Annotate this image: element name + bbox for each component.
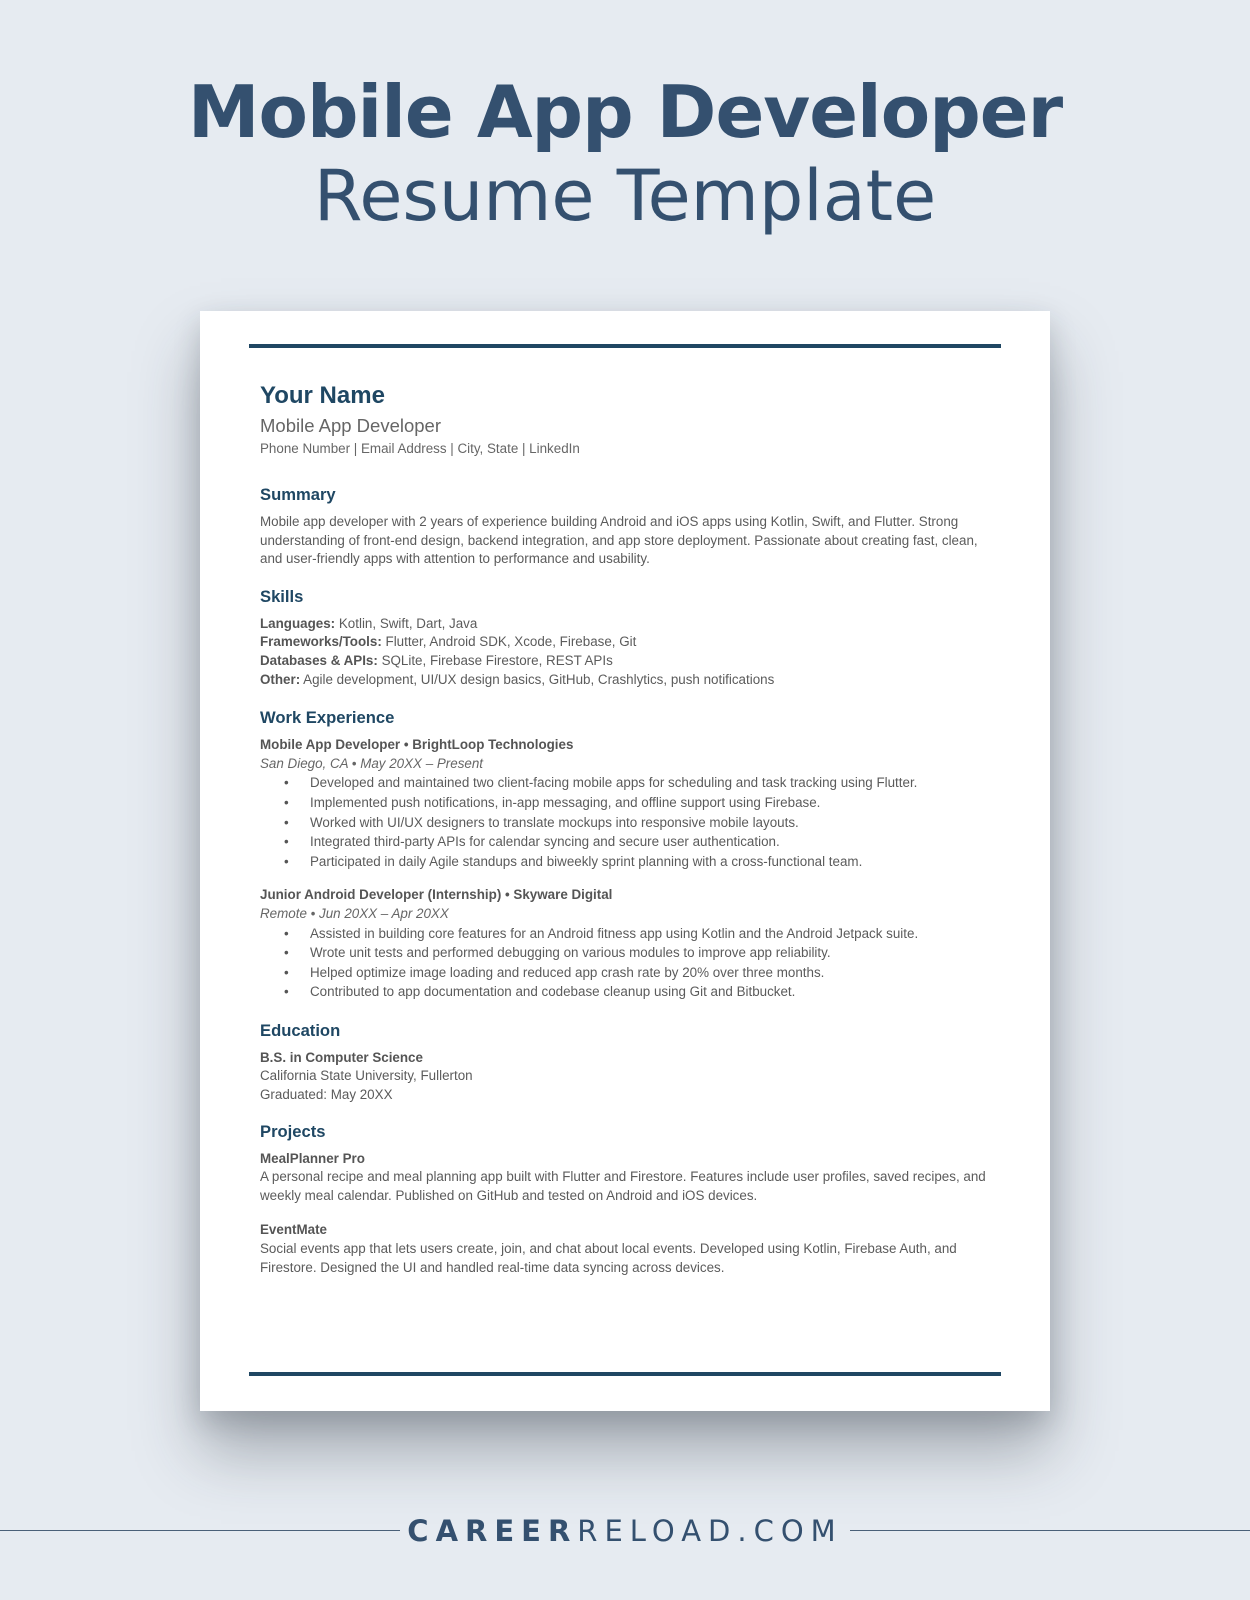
section-heading-summary: Summary bbox=[260, 485, 336, 504]
footer-brand-rest: RELOAD.COM bbox=[577, 1514, 843, 1548]
footer-brand-bold: CAREER bbox=[407, 1514, 578, 1548]
skill-row bbox=[260, 615, 990, 634]
bullet-item: • Assisted in building core features for an Android fitness app using Kotlin and the Android Jetpack suite. bbox=[310, 924, 990, 944]
resume-contact: Phone Number | Email Address | City, State | LinkedIn bbox=[260, 441, 580, 456]
project-entry bbox=[260, 1221, 990, 1277]
degree: B.S. in Computer Science bbox=[260, 1049, 423, 1065]
skills-section bbox=[260, 586, 990, 689]
school: California State University, Fullerton bbox=[260, 1068, 473, 1084]
job-meta: Remote • Jun 20XX – Apr 20XX bbox=[260, 905, 449, 921]
skill-value: SQLite, Firebase Firestore, REST APIs bbox=[377, 652, 613, 668]
skill-row bbox=[260, 633, 990, 652]
resume-page bbox=[200, 311, 1050, 1411]
job-title: Mobile App Developer • BrightLoop Technologies bbox=[260, 737, 574, 753]
bullet-item: • Wrote unit tests and performed debugging on various modules to improve app reliability. bbox=[310, 943, 990, 963]
bullet-item: • Worked with UI/UX designers to translate mockups into responsive mobile layouts. bbox=[310, 813, 990, 833]
bullet-item: • Contributed to app documentation and codebase cleanup using Git and Bitbucket. bbox=[310, 982, 990, 1002]
job-bullets bbox=[260, 773, 990, 871]
page-subtitle: Resume Template bbox=[313, 155, 937, 237]
job-title: Junior Android Developer (Internship) • Skyware Digital bbox=[260, 887, 613, 903]
graduation-date: Graduated: May 20XX bbox=[260, 1087, 393, 1103]
project-description: Social events app that lets users create, join, and chat about local events. Developed using Kotlin, Firebase Auth, and Firestore. Designed the UI and handled real-time data syncing across devices. bbox=[260, 1241, 957, 1275]
job-bullets bbox=[260, 924, 990, 1002]
resume-content bbox=[260, 381, 990, 1277]
education-section bbox=[260, 1020, 990, 1105]
skill-value: Agile development, UI/UX design basics, GitHub, Crashlytics, push notifications bbox=[300, 671, 775, 687]
bullet-item: • Integrated third-party APIs for calendar syncing and secure user authentication. bbox=[310, 832, 990, 852]
bottom-divider bbox=[249, 1372, 1001, 1376]
project-name: MealPlanner Pro bbox=[260, 1150, 365, 1166]
section-heading-education: Education bbox=[260, 1020, 341, 1040]
resume-role: Mobile App Developer bbox=[260, 415, 441, 436]
section-heading-skills: Skills bbox=[260, 586, 304, 606]
section-heading-projects: Projects bbox=[260, 1121, 326, 1141]
skill-value: Flutter, Android SDK, Xcode, Firebase, Git bbox=[381, 634, 637, 650]
section-heading-experience: Work Experience bbox=[260, 708, 395, 728]
footer-brand[interactable] bbox=[0, 1514, 1250, 1548]
top-divider bbox=[249, 344, 1001, 348]
skill-row bbox=[260, 652, 990, 671]
job-entry bbox=[260, 736, 990, 871]
summary-text: Mobile app developer with 2 years of experience building Android and iOS apps using Kotlin, Swift, and Flutter. Strong understanding of front-end design, backend integration, and app store deployment. Passionate about creating fast, clean, and user-friendly apps with attention to performance and usability. bbox=[260, 514, 978, 567]
projects-section bbox=[260, 1121, 990, 1278]
page-title: Mobile App Developer bbox=[187, 70, 1063, 154]
skill-value: Kotlin, Swift, Dart, Java bbox=[335, 615, 478, 631]
job-entry bbox=[260, 886, 990, 1002]
summary-section bbox=[260, 484, 990, 569]
experience-section bbox=[260, 707, 990, 1002]
job-meta: San Diego, CA • May 20XX – Present bbox=[260, 755, 484, 771]
skill-row bbox=[260, 671, 990, 690]
bullet-item: • Developed and maintained two client-facing mobile apps for scheduling and task tracking using Flutter. bbox=[310, 773, 990, 793]
bullet-item: • Helped optimize image loading and reduced app crash rate by 20% over three months. bbox=[310, 963, 990, 983]
project-name: EventMate bbox=[260, 1222, 327, 1238]
resume-name: Your Name bbox=[260, 382, 385, 409]
skill-label: Frameworks/Tools: bbox=[260, 634, 382, 650]
skill-label: Other: bbox=[260, 671, 301, 687]
skill-label: Databases & APIs: bbox=[260, 652, 378, 668]
bullet-item: • Implemented push notifications, in-app messaging, and offline support using Firebase. bbox=[310, 793, 990, 813]
project-entry bbox=[260, 1150, 990, 1206]
project-description: A personal recipe and meal planning app built with Flutter and Firestore. Features include user profiles, saved recipes, and weekly meal calendar. Published on GitHub and tested on Android and iOS devices. bbox=[260, 1169, 986, 1203]
skill-label: Languages: bbox=[260, 615, 336, 631]
bullet-item: • Participated in daily Agile standups and biweekly sprint planning with a cross-functional team. bbox=[310, 852, 990, 872]
